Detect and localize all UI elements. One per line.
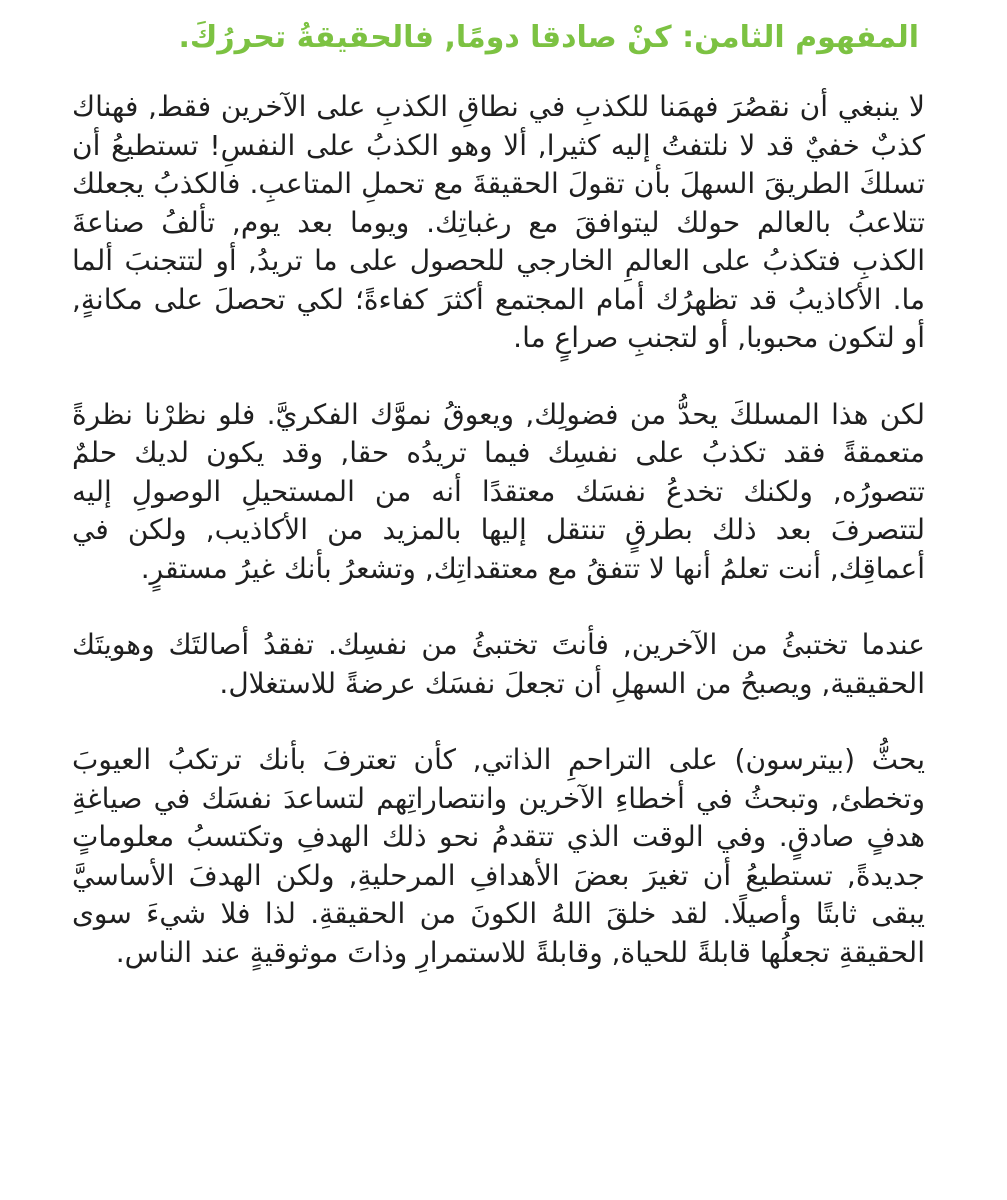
- paragraph-gap: [72, 588, 925, 626]
- paragraph-1: لا ينبغي أن نقصُرَ فهمَنا للكذبِ في نطاقِ الكذبِ على الآخرين فقط, فهناك كذبٌ خفيٌ قد لا نلتفتُ إليه كثيرا, ألا وهو الكذبُ على النفسِ! تستطيعُ أن تسلكَ الطريقَ السهلَ بأن تقولَ الحقيقةَ مع تحملِ المتاعبِ. فالكذبُ يجعلك تتلاعبُ بالعالم حولك ليتوافقَ مع رغباتِك. ويوما بعد يوم, تألفُ صناعةَ الكذبِ فتكذبُ على العالمِ الخارجي للحصول على ما تريدُ, أو لتتجنبَ ألما ما. الأكاذيبُ قد تظهرُك أمام المجتمع أكثرَ كفاءةً؛ لكي تحصلَ على مكانةٍ, أو لتكون محبوبا, أو لتجنبِ صراعٍ ما.: [72, 90, 925, 354]
- document-body: [72, 88, 925, 972]
- paragraph-4: يحثُّ (بيترسون) على التراحمِ الذاتي, كأن تعترفَ بأنك ترتكبُ العيوبَ وتخطئ, وتبحثُ في أخطاءِ الآخرين وانتصاراتِهم لتساعدَ نفسَك في صياغةِ هدفٍ صادقٍ. وفي الوقت الذي تتقدمُ نحو ذلك الهدفِ وتكتسبُ معلوماتٍ جديدةً, تستطيعُ أن تغيرَ بعضَ الأهدافِ المرحليةِ, ولكن الهدفَ الأساسيَّ يبقى ثابتًا وأصيلًا. لقد خلقَ اللهُ الكونَ من الحقيقةِ. لذا فلا شيءَ سوى الحقيقةِ تجعلُها قابلةً للحياة, وقابلةً للاستمرارِ وذاتَ موثوقيةٍ عند الناس.: [72, 743, 925, 969]
- paragraph-2: لكن هذا المسلكَ يحدُّ من فضولِك, ويعوقُ نموَّك الفكريَّ. فلو نظرْنا نظرةً متعمقةً فقد تكذبُ على نفسِك فيما تريدُه حقا, وقد يكون لديك حلمٌ تتصورُه, ولكنك تخدعُ نفسَك معتقدًا أنه من المستحيلِ الوصولِ إليه لتتصرفَ بعد ذلك بطرقٍ تنتقل إليها بالمزيد من الأكاذيب, ولكن في أعماقِك, أنت تعلمُ أنها لا تتفقُ مع معتقداتِك, وتشعرُ بأنك غيرُ مستقرٍ.: [72, 397, 925, 585]
- paragraph-3: عندما تختبئُ من الآخرين, فأنتَ تختبئُ من نفسِك. تفقدُ أصالتَك وهويتَك الحقيقية, ويصبحُ من السهلِ أن تجعلَ نفسَك عرضةً للاستغلال.: [72, 628, 925, 700]
- paragraph-gap: [72, 703, 925, 741]
- page-title: المفهوم الثامن: كنْ صادقا دومًا, فالحقيقةُ تحررُكَ.: [178, 20, 919, 55]
- paragraph-gap: [72, 358, 925, 396]
